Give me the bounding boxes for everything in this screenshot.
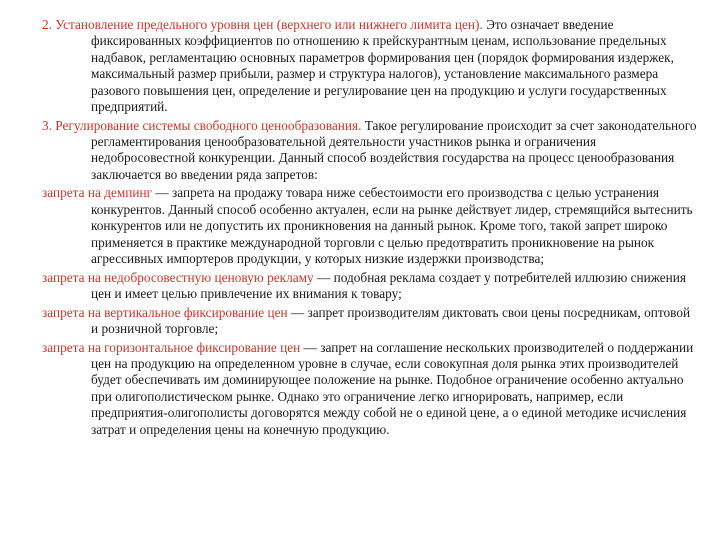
paragraph-heading: запрета на демпинг <box>42 185 153 201</box>
paragraph-heading: 2. Установление предельного уровня цен (верхнего или нижнего лимита цен). <box>42 17 483 32</box>
document-body <box>42 17 698 440</box>
paragraph-heading: запрета на недобросовестную ценовую рекламу <box>42 269 314 285</box>
paragraph-text: Это означает введение фиксированных коэффициентов по отношению к прейскурантным ценам, использование предельных надбавок, регламентацию основных параметров формирования цен (порядок формирования издержек, максимальный размер прибыли, размер и структура налогов), установление максимального размера разового повышения цен, определение и регулирование цен на продукцию и услуги государственных предприятий. <box>91 17 674 115</box>
paragraph-free-pricing-regulation <box>42 118 698 184</box>
paragraph-vertical-fixing-ban <box>42 305 698 338</box>
paragraph-text: Такое регулирование происходит за счет законодательного регламентирования ценообразовательной деятельности участников рынка и ограничения недобросовестной конкуренции. Данный способ воздействия государства на процесс ценообразования заключается во введении ряда запретов: <box>91 117 697 182</box>
paragraph-text: — запрета на продажу товара ниже себестоимости его производства с целью устранения конкурентов. Данный способ особенно актуален, если на рынке действует лидер, стремящийся вытеснить конкурентов или не допустить их проникновения на данный рынок. Кроме того, такой запрет широко применяется в практике международной торговли с целью предотвратить проникновение на рынок агрессивных импортеров продукции, у которых низкие издержки производства; <box>91 185 693 267</box>
paragraph-price-limit <box>42 17 698 115</box>
paragraph-text: — запрет на соглашение нескольких производителей о поддержании цен на продукцию на определенном уровне в случае, если совокупная доля рынка этих производителей будет обеспечивать им доминирующее положение на рынке. Подобное ограничение особенно актуально при олигополистическом рынке. Однако это ограничение легко игнорировать, например, если предприятия-олигополисты договорятся между собой не о единой цене, а о единой методике исчисления затрат и определения цены на конечную продукцию. <box>91 339 694 437</box>
paragraph-dumping-ban <box>42 185 698 267</box>
paragraph-advertising-ban <box>42 270 698 303</box>
paragraph-heading: 3. Регулирование системы свободного ценообразования. <box>42 117 362 133</box>
paragraph-heading: запрета на горизонтальное фиксирование цен <box>42 339 301 355</box>
paragraph-horizontal-fixing-ban <box>42 340 698 438</box>
paragraph-text: — подобная реклама создает у потребителей иллюзию снижения цен и имеет целью привлечение их внимания к товару; <box>91 269 687 302</box>
paragraph-heading: запрета на вертикальное фиксирование цен <box>42 304 288 320</box>
paragraph-text: — запрет производителям диктовать свои цены посредникам, оптовой и розничной торговле; <box>91 304 691 337</box>
